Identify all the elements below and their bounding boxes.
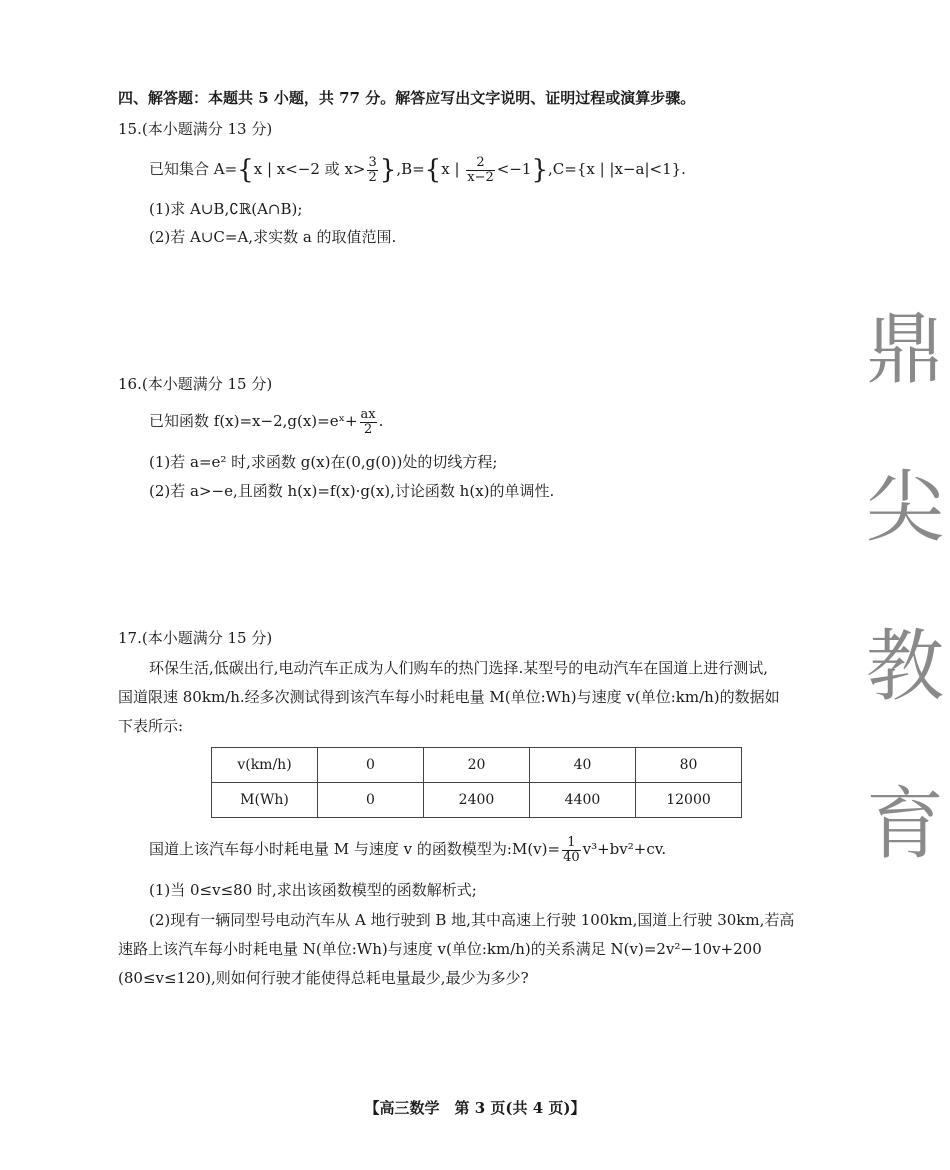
q17-model-pre: 国道上该汽车每小时耗电量 M 与速度 v 的函数模型为:M(v)= [149, 840, 561, 858]
q15-stem [149, 152, 686, 186]
table-cell: 80 [636, 748, 742, 783]
table-row-m [212, 783, 742, 818]
q16-part2: (2)若 a>−e,且函数 h(x)=f(x)·g(x),讨论函数 h(x)的单调性. [149, 482, 555, 500]
q17-para-line3: 下表所示: [118, 717, 184, 735]
table-cell: 0 [318, 783, 424, 818]
q16-part1: (1)若 a=e² 时,求函数 g(x)在(0,g(0))处的切线方程; [149, 453, 498, 471]
q15-fraction-b-den: x−2 [467, 169, 494, 185]
page-footer: 【高三数学 第 3 页(共 4 页)】 [364, 1099, 586, 1117]
q17-fraction-den: 40 [563, 849, 580, 865]
q17-model-post: v³+bv²+cv. [582, 840, 667, 858]
table-cell: 12000 [636, 783, 742, 818]
q16-title: 16.(本小题满分 15 分) [118, 375, 273, 393]
q15-stem-a: 已知集合 A= [149, 160, 238, 178]
q17-model [149, 832, 666, 866]
q15-set-b-pre: x | [441, 160, 465, 178]
watermark-char: 教 [865, 622, 944, 712]
q15-fraction-b-num: 2 [466, 156, 495, 171]
data-table [211, 747, 742, 818]
q17-part2-line3: (80≤v≤120),则如何行驶才能使得总耗电量最少,最少为多少? [118, 969, 529, 987]
q16-stem-pre: 已知函数 f(x)=x−2,g(x)=eˣ+ [149, 412, 358, 430]
watermark-char: 育 [865, 780, 944, 870]
table-cell: 20 [424, 748, 530, 783]
watermark-char: 鼎 [865, 305, 944, 395]
q17-para-line2: 国道限速 80km/h.经多次测试得到该汽车每小时耗电量 M(单位:Wh)与速度 v(单位:km/h)的数据如 [118, 688, 780, 706]
q17-part2-line2: 速路上该汽车每小时耗电量 N(单位:Wh)与速度 v(单位:km/h)的关系满足 N(v)=2v²−10v+200 [118, 940, 762, 958]
left-brace: { [424, 155, 442, 185]
q17-fraction-num: 1 [562, 836, 581, 851]
section-header: 四、解答题：本题共 5 小题，共 77 分。解答应写出文字说明、证明过程或演算步骤。 [118, 89, 696, 107]
q15-fraction-a-den: 2 [368, 169, 377, 185]
right-brace: } [379, 155, 397, 185]
q15-part2: (2)若 A∪C=A,求实数 a 的取值范围. [149, 228, 397, 246]
q16-fraction-num: ax [360, 406, 376, 422]
table-row-v [212, 748, 742, 783]
q17-title: 17.(本小题满分 15 分) [118, 629, 273, 647]
q15-fraction-a [367, 156, 377, 185]
table-cell: M(Wh) [212, 783, 318, 818]
q15-stem-c: ,C={x | |x−a|<1}. [548, 160, 686, 178]
q16-stem [149, 404, 383, 438]
q17-part2-line1: (2)现有一辆同型号电动汽车从 A 地行驶到 B 地,其中高速上行驶 100km,国道上行驶 30km,若高 [149, 911, 795, 929]
table-cell: 0 [318, 748, 424, 783]
q16-fraction [360, 408, 377, 437]
q15-part1: (1)求 A∪B,∁ℝ(A∩B); [149, 200, 303, 218]
q15-fraction-a-num: 3 [368, 154, 377, 170]
q17-fraction [562, 836, 581, 865]
q16-stem-post: . [378, 412, 384, 430]
q15-stem-b: ,B= [396, 160, 425, 178]
watermark-char: 尖 [865, 463, 944, 553]
q15-title: 15.(本小题满分 13 分) [118, 120, 273, 138]
q16-fraction-den: 2 [363, 421, 373, 437]
q17-para-line1: 环保生活,低碳出行,电动汽车正成为人们购车的热门选择.某型号的电动汽车在国道上进行测试, [149, 659, 769, 677]
q15-set-b-post: <−1 [496, 160, 532, 178]
right-brace: } [531, 155, 549, 185]
table-cell: v(km/h) [212, 748, 318, 783]
table-cell: 4400 [530, 783, 636, 818]
q17-part1: (1)当 0≤v≤80 时,求出该函数模型的函数解析式; [149, 881, 477, 899]
left-brace: { [237, 155, 254, 185]
table-cell: 40 [530, 748, 636, 783]
q15-fraction-b [466, 156, 495, 185]
table-cell: 2400 [424, 783, 530, 818]
q15-set-a-pre: x | x<−2 或 x> [253, 160, 366, 178]
